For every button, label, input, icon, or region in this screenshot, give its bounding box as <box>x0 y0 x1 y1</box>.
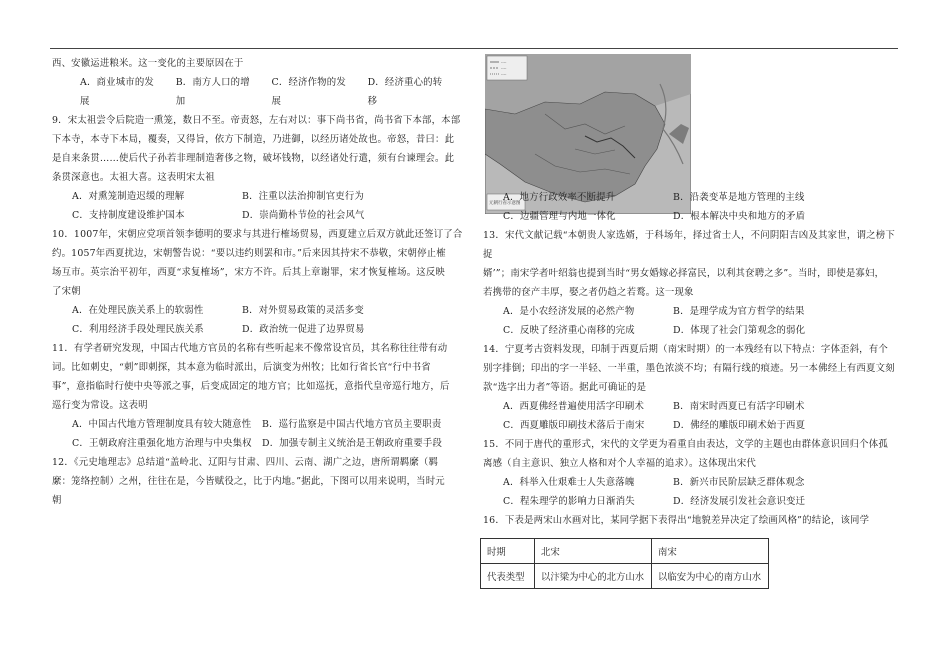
q11-line: 巡行变为常设。这表明 <box>52 400 148 411</box>
map-caption: 元朝行省示意图 <box>489 201 521 206</box>
q13-option-a: A．是小农经济发展的必然产物 <box>503 306 635 317</box>
q9-option-a: A．对熏笼制造迟缓的理解 <box>72 191 185 202</box>
q8-option-b: B．南方人口的增加 <box>175 77 250 107</box>
table-cell: 以汴梁为中心的北方山水 <box>535 564 652 589</box>
q10-line: 10．1007年，宋朝应党项首领李德明的要求与其进行榷场贸易，西夏建立后双方就此还签订了合 <box>52 229 463 240</box>
map-legend-entry: ---- <box>501 60 507 65</box>
table-row <box>481 539 769 564</box>
q12-options-row <box>483 188 895 207</box>
q14-line: 14．宁夏考古资料发现，印制于西夏后期（南宋时期）的一本残经有以下特点：字体歪斜，有个 <box>483 344 888 355</box>
q15-option-a: A．科举入仕艰难士人失意落魄 <box>503 477 635 488</box>
q13-line: 若携带的奁产丰厚，娶之者仍趋之若鹜。这一现象 <box>483 287 694 298</box>
q13-options-row <box>483 321 895 340</box>
q11-options-row <box>52 434 464 453</box>
q10-option-a: A．在处理民族关系上的软弱性 <box>72 305 204 316</box>
q12-line: 縻：笼络控制）之州，往往在是，今皆赋役之，比于内地。”据此，下图可以用来说明，当时元 <box>52 476 445 487</box>
q10-line: 了宋朝 <box>52 286 81 297</box>
q9-option-d: D．崇尚勤朴节俭的社会风气 <box>242 210 365 221</box>
table-cell: 代表类型 <box>481 564 535 589</box>
q14-line: 款“选字出力者”等语。据此可确证的是 <box>483 382 647 393</box>
q14-line: 别字排倒；印出的字一半轻、一半重，墨色浓淡不均；有隔行线的痕迹。另一本佛经上有西夏文刻 <box>483 363 895 374</box>
q9-line: 条贯深意也。太祖大喜。这表明宋太祖 <box>52 172 215 183</box>
q10-option-d: D．政治统一促进了边界贸易 <box>242 324 365 335</box>
q11-option-c: C．王朝政府注重强化地方治理与中央集权 <box>72 438 252 449</box>
q14-option-c: C．西夏雕版印刷技术落后于南宋 <box>503 420 645 431</box>
q13-option-b: B．是理学成为官方哲学的结果 <box>673 306 805 317</box>
left-column <box>52 54 464 510</box>
q15-options-row <box>483 492 895 511</box>
q12-line: 12．《元史地理志》总结道“盖岭北、辽阳与甘肃、四川、云南、湖广之边，唐所谓羁縻（羁 <box>52 457 439 468</box>
q15-options-row <box>483 473 895 492</box>
q8-option-a: A．商业城市的发展 <box>80 77 154 107</box>
q12-line: 朝 <box>52 495 62 506</box>
q9-line: 下本寺，本寺下本局，覆奏，又得旨，依方下制造，乃进御，以经历诸处故也。帝怒，昔曰：此 <box>52 134 455 145</box>
q16-line: 16．下表是两宋山水画对比，某同学据下表得出“地貌差异决定了绘画风格”的结论，该同学 <box>483 515 870 526</box>
q8-options <box>52 73 464 111</box>
q12-option-a: A．地方行政效率不断提升 <box>503 192 616 203</box>
q12-option-c: C．边疆管理与内地一体化 <box>503 211 616 222</box>
q8-stem-tail: 西、安徽运进粮米。这一变化的主要原因在于 <box>52 58 244 69</box>
q13-options-row <box>483 302 895 321</box>
q10-line: 场互市。英宗治平初年，西夏“求复榷场”，宋方不许。后其上章谢罪，宋才恢复榷场。这反映 <box>52 267 445 278</box>
q14-options-row <box>483 397 895 416</box>
q8-option-c: C．经济作物的发展 <box>271 77 346 107</box>
q10-options-row <box>52 320 464 339</box>
q9-options-row <box>52 187 464 206</box>
q11-option-d: D．加强专制主义统治是王朝政府重要手段 <box>262 438 443 449</box>
q10-option-c: C．利用经济手段处理民族关系 <box>72 324 204 335</box>
q13-option-d: D．体现了社会门第观念的弱化 <box>673 325 806 336</box>
table-header-cell: 时期 <box>481 539 535 564</box>
q13-line: 婿’”；南宋学者叶绍翁也提到当时“男女婚嫁必择富民，以利其奁聘之多”。当时，即使是寡妇， <box>483 268 885 279</box>
q10-line: 约。1057年西夏扰边，宋朝警告说：“要以违约则罢和市。”后来因其持宋不恭敬，宋朝停止榷 <box>52 248 446 259</box>
header-rule <box>50 48 898 49</box>
q9-line: 是自来条贯……使后代子孙若非理制造奢侈之物，破坏钱物，以经诸处行遣，须有台谏理会。此 <box>52 153 455 164</box>
q9-line: 9．宋太祖尝令后院造一熏笼，数日不至。帝责怒，左右对以：事下尚书省，尚书省下本部，本部 <box>52 115 461 126</box>
q10-option-b: B．对外贸易政策的灵活多变 <box>242 305 364 316</box>
q11-option-a: A．中国古代地方管理制度具有较大随意性 <box>72 419 252 430</box>
q15-line: 离感（自主意识、独立人格和对个人幸福的追求）。这体现出宋代 <box>483 458 756 469</box>
q12-option-b: B．沿袭变革是地方管理的主线 <box>673 192 805 203</box>
q14-options-row <box>483 416 895 435</box>
q13-option-c: C．反映了经济重心南移的完成 <box>503 325 635 336</box>
q15-option-b: B．新兴市民阶层缺乏群体观念 <box>673 477 805 488</box>
q9-option-b: B．注重以法治抑制官吏行为 <box>242 191 364 202</box>
table-header-cell: 北宋 <box>535 539 652 564</box>
q11-line: 事”，意指临时行使中央等派之事，后变成固定的地方官；比如巡抚，意指代皇帝巡行地方，后 <box>52 381 450 392</box>
table-header-cell: 南宋 <box>652 539 769 564</box>
q13-line: 13．宋代文献记载“本朝贵人家选婿，于科场年，择过省士人，不问阴阳吉凶及其家世，谓之榜下捉 <box>483 230 895 260</box>
q11-options-row <box>52 415 464 434</box>
q8-option-d: D．经济重心的转移 <box>367 77 443 107</box>
q15-option-d: D．经济发展引发社会意识变迁 <box>673 496 806 507</box>
q11-line: 11．有学者研究发现，中国古代地方官员的名称有些听起来不像常设官员，其名称往往带有动 <box>52 343 448 354</box>
q9-option-c: C．支持制度建设维护国本 <box>72 210 185 221</box>
q16-comparison-table <box>480 538 769 589</box>
q12-options-row <box>483 207 895 226</box>
q11-option-b: B．巡行监察是中国古代地方官员主要职责 <box>262 419 442 430</box>
q14-option-d: D．佛经的雕版印刷术始于西夏 <box>673 420 806 431</box>
q14-option-a: A．西夏佛经普遍使用活字印刷术 <box>503 401 645 412</box>
q12-option-d: D．根本解决中央和地方的矛盾 <box>673 211 806 222</box>
q9-options-row <box>52 206 464 225</box>
q15-option-c: C．程朱理学的影响力日渐消失 <box>503 496 635 507</box>
right-column <box>483 188 895 530</box>
table-row <box>481 564 769 589</box>
q11-line: 词。比如刺史，“刺”即刺探，其本意为临时派出，后演变为州牧；比如行省长官“行中书省 <box>52 362 431 373</box>
table-cell: 以临安为中心的南方山水 <box>652 564 769 589</box>
q15-line: 15．不同于唐代的重形式，宋代的文学更为看重自由表达，文学的主题也由群体意识回归个体孤 <box>483 439 888 450</box>
map-legend-entry: ---- <box>501 66 507 71</box>
map-legend-entry: ---- <box>501 72 507 77</box>
q10-options-row <box>52 301 464 320</box>
q14-option-b: B．南宋时西夏已有活字印刷术 <box>673 401 805 412</box>
